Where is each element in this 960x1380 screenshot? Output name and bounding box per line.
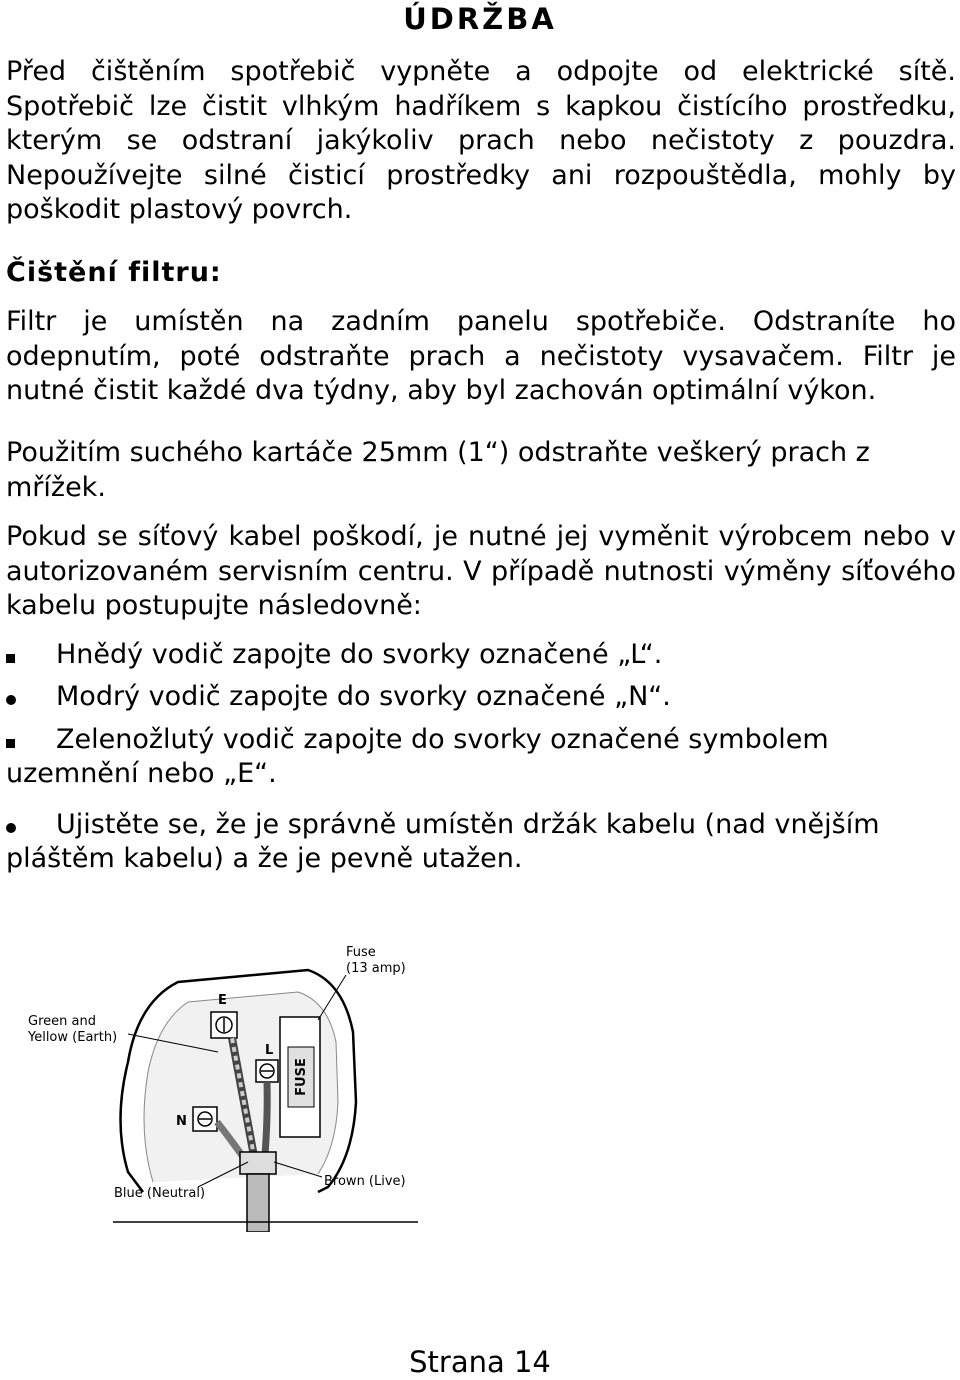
section-heading: Čištění filtru: [6,257,222,288]
square-bullet-icon [6,638,36,673]
brown-live-label: Brown (Live) [324,1174,406,1189]
filter-paragraph: Filtr je umístěn na zadním panelu spotřebiče. Odstraníte ho odepnutím, poté odstraňte prach a nečistoty vysavačem. Filtr je nutné čistit každé dva týdny, aby byl zachován optimální výkon. [6,306,956,406]
power-cable [247,1174,269,1232]
square-bullet-icon [6,723,36,758]
terminal-l-label: L [265,1043,274,1058]
document-page: ÚDRŽBA Před čištěním spotřebič vypněte a odpojte od elektrické sítě. Spotřebič lze čistit vlhkým hadříkem s kapkou čistícího prostředku, kterým se odstraní jakýkoliv prach nebo nečistoty z pouzdra. Nepoužívejte silné čisticí prostředky ani rozpouštědla, mohly by poškodit plastový povrch. Čištění filtru: Filtr je umístěn na zadním panelu spotřebiče. Odstraníte ho odepnutím, poté odstraňte prach a nečistoty vysavačem. Filtr je nutné čistit každé dva týdny, aby byl zachován optimální výkon. Použitím suchého kartáče 25mm (1“) odstraňte veškerý prach z mřížek. Pokud se síťový kabel poškodí, je nutné jej vyměnit výrobcem nebo v autorizovaném servisním centru. V případě nutnosti výměny síťového kabelu postupujte následovně: Hnědý vodič zapojte do svorky označené „L“. Modrý vodič zapojte do svorky označené „N“. Zelenožlutý vodič zapojte do svorky označené symbolem uzemnění nebo „E“. Ujistěte se, že je správně umístěn držák kabelu (nad vnějším pláštěm kabelu) a že je pevně utažen. FUSE E L N Fuse (13 amp) Green and Yellow (Earth) Blue (Neutral) Brown (Live) Strana 14 [0,0,960,1380]
list-item-continuation: uzemnění nebo „E“. [6,758,277,789]
page-title: ÚDRŽBA [403,2,557,36]
earth-label: Yellow (Earth) [28,1030,118,1045]
brush-paragraph: Použitím suchého kartáče 25mm (1“) odstraňte veškerý prach z mřížek. [6,437,870,503]
dot-bullet-icon [6,808,36,843]
list-item-continuation: pláštěm kabelu) a že je pevně utažen. [6,843,523,874]
cable-paragraph: Pokud se síťový kabel poškodí, je nutné jej vyměnit výrobcem nebo v autorizovaném servisním centru. V případě nutnosti výměny síťového kabelu postupujte následovně: [6,521,956,621]
fuse-rating-label: (13 amp) [346,961,406,976]
blue-neutral-label: Blue (Neutral) [114,1186,206,1201]
dot-bullet-icon [6,680,36,715]
green-yellow-label: Green and [28,1014,96,1029]
plug-wiring-diagram [18,942,418,1232]
terminal-e-label: E [218,993,227,1008]
intro-paragraph: Před čištěním spotřebič vypněte a odpojte od elektrické sítě. Spotřebič lze čistit vlhkým hadříkem s kapkou čistícího prostředku, kterým se odstraní jakýkoliv prach nebo nečistoty z pouzdra. Nepoužívejte silné čisticí prostředky ani rozpouštědla, mohly by poškodit plastový povrch. [6,56,956,225]
page-number: Strana 14 [409,1345,551,1379]
terminal-n-label: N [176,1114,187,1129]
fuse-text: FUSE [294,1058,309,1096]
fuse-label: Fuse [346,945,376,960]
